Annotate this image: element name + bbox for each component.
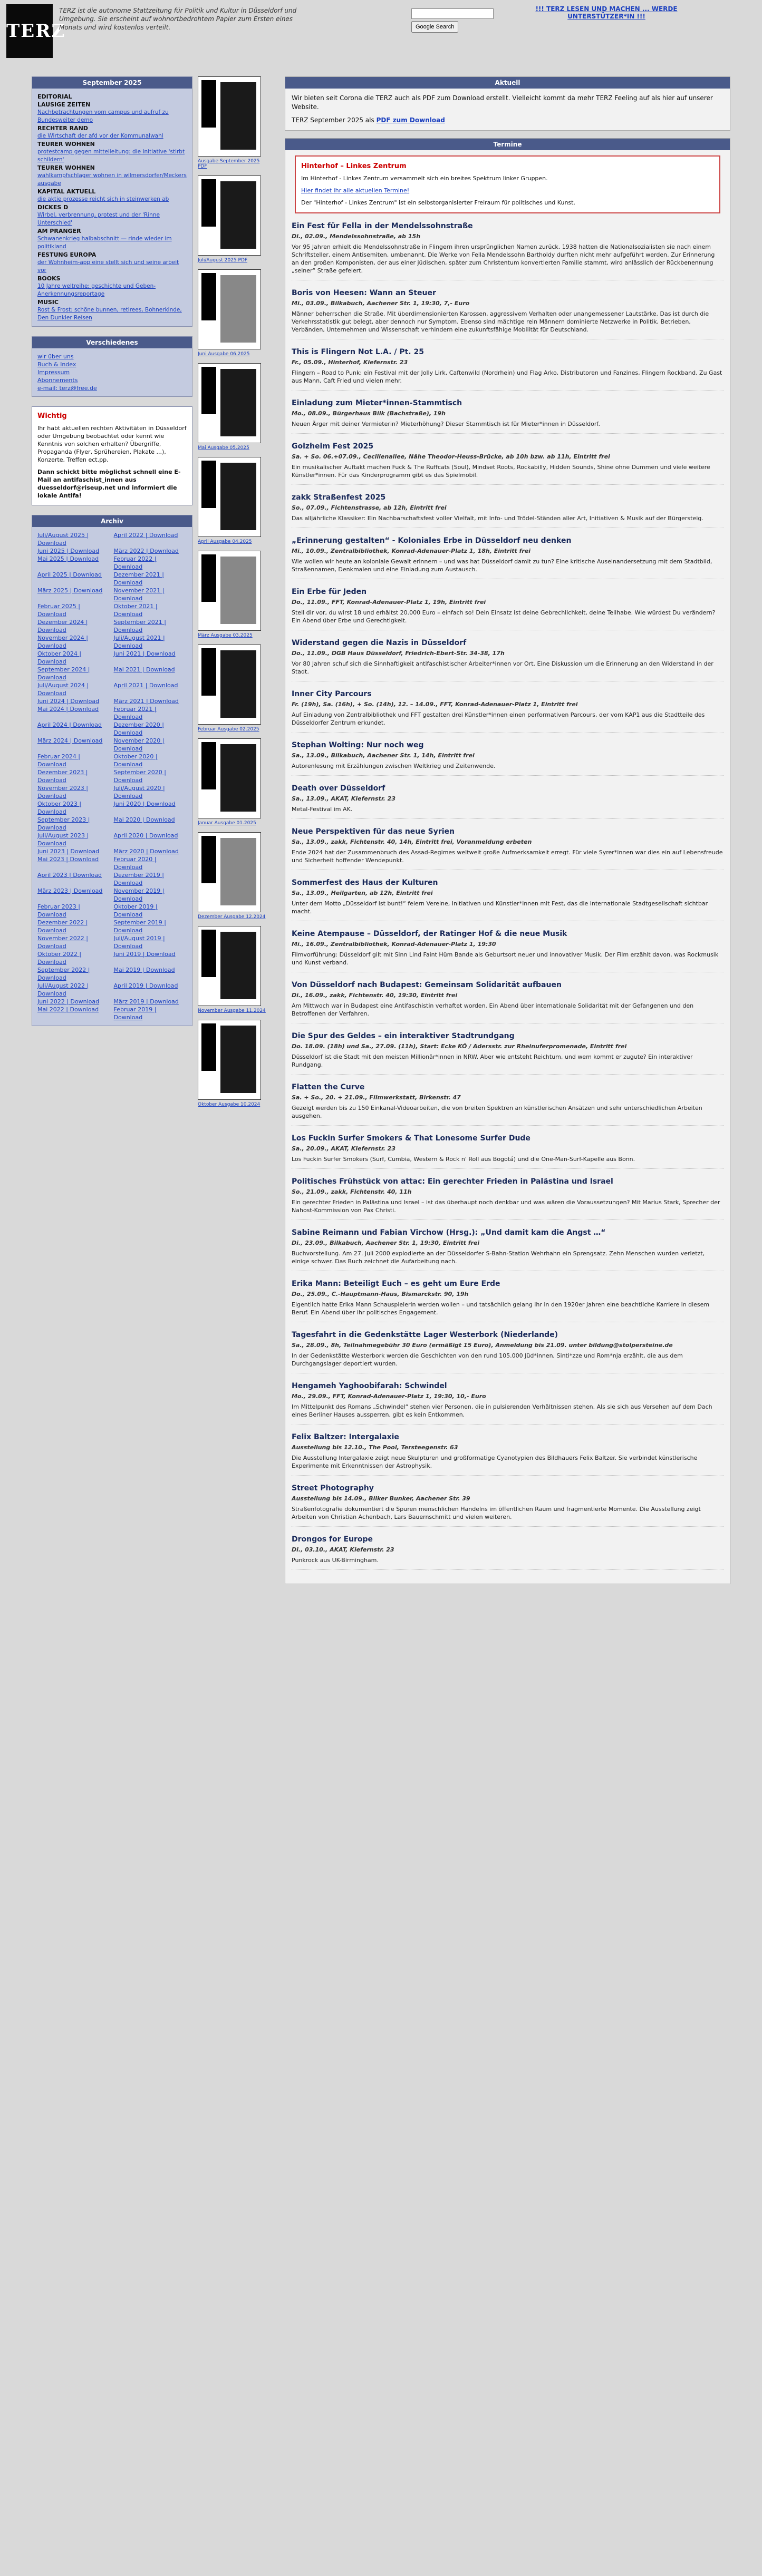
category-item: [37, 298, 187, 322]
event-text: Wie wollen wir heute an koloniale Gewalt erinnern – und was hat Düsseldorf damit zu tun? Eine kritische Auseinandersetzung mit dem Stadtbild, Straßennamen, Denkmalen und eine Einladung zum Austausch.: [292, 558, 712, 573]
hinterhof-title: Hinterhof – Linkes Zentrum: [301, 162, 407, 170]
event-item: [292, 1083, 724, 1126]
event-title: Felix Baltzer: Intergalaxie: [292, 1433, 399, 1441]
month-title: September 2025: [32, 77, 192, 89]
cover-caption[interactable]: Oktober Ausgabe 10.2024: [198, 1102, 261, 1107]
misc-box: [32, 336, 192, 397]
archive-link[interactable]: April 2023 | Download: [37, 872, 102, 879]
event-text: Auf Einladung von Zentralbibliothek und FFT gestalten drei Künstler*innen einen performativen Parcours, der vom KAP1 aus die Stadtteile des Düsseldorfer Zentrum erkundet.: [292, 711, 705, 726]
cover-artwork: [220, 838, 256, 905]
event-meta: Mo., 08.09., Bürgerhaus Bilk (Bachstraße), 19h: [292, 410, 446, 417]
cover-artwork: [220, 369, 256, 436]
warning-title: Wichtig: [37, 412, 67, 420]
event-text: Vor 95 Jahren erhielt die Mendelssohnstraße in Flingern ihren ursprünglichen Namen zurück. 1938 hatten die Nationalsozialisten sie nach einem Schriftsteller, einem Antisemiten, umbenannt. Die Werke von Fella Mendelssohn Bartholdy durften nicht mehr aufgeführt werden. Zur Erinnerung an den großen Komponisten, der aus einer jüdischen, später zum Christentum konvertierten Familie stammt, wird anlässlich der Rückbenennung „seiner“ Straße gefeiert.: [292, 243, 715, 274]
cover-logo: [201, 367, 216, 414]
event-meta: Sa., 20.09., AKAT, Kiefernstr. 23: [292, 1145, 396, 1152]
archive-link[interactable]: Oktober 2020 | Download: [113, 753, 158, 768]
event-item: [292, 690, 724, 733]
event-item: [292, 1032, 724, 1075]
aktuell-pdf-prefix: TERZ September 2025 als: [292, 116, 374, 124]
cover-artwork: [220, 557, 256, 624]
archive-link[interactable]: Juli/August 2025 | Download: [37, 532, 89, 547]
event-text: Düsseldorf ist die Stadt mit den meisten Millionär*innen in NRW. Aber wie entsteht Reichtum, und wem kommt er zugute? Ein interaktiver Rundgang.: [292, 1053, 693, 1068]
category-name[interactable]: TEURER WOHNEN: [37, 141, 95, 148]
event-meta: So., 21.09., zakk, Fichtenstr. 40, 11h: [292, 1188, 412, 1195]
event-title: Drongos for Europe: [292, 1535, 373, 1544]
archive-link[interactable]: Juni 2022 | Download: [37, 998, 100, 1005]
event-text: Stell dir vor, du wirst 18 und erhältst 20.000 Euro – einfach so! Dein Einsatz ist deine Gebrechlichkeit, deine Teilhabe. Wie würdest Du verändern? Ein Abend über Erbe und Gerechtigkeit.: [292, 609, 716, 624]
archive-link[interactable]: Dezember 2019 | Download: [113, 872, 164, 886]
event-title: Von Düsseldorf nach Budapest: Gemeinsam Solidarität aufbauen: [292, 981, 562, 989]
archive-link[interactable]: März 2023 | Download: [37, 887, 103, 894]
archive-link[interactable]: September 2022 | Download: [37, 967, 90, 981]
category-name[interactable]: LAUSIGE ZEITEN: [37, 101, 91, 108]
category-item: [37, 227, 187, 251]
cover-caption[interactable]: November Ausgabe 11.2024: [198, 1008, 266, 1013]
issue-cover[interactable]: [198, 269, 261, 349]
archive-link[interactable]: Februar 2019 | Download: [113, 1006, 157, 1021]
cover-logo: [201, 461, 216, 508]
event-meta: Mo., 29.09., FFT, Konrad-Adenauer-Platz 1, 19:30, 10,- Euro: [292, 1393, 486, 1400]
event-text: Ein gerechter Frieden in Palästina und Israel – ist das überhaupt noch denkbar und was wären die Voraussetzungen? Mit Marius Stark, Sprecher der Nahost-Kommission von Pax Christi.: [292, 1199, 720, 1214]
archive-link[interactable]: Juli/August 2023 | Download: [37, 832, 89, 847]
category-article-link[interactable]: Rost & Frost: schöne bunnen, retirees, Bohnerkinde, Den Dunkler Reisen: [37, 307, 182, 321]
google-search-button[interactable]: Google Search: [411, 21, 458, 33]
event-meta: So., 07.09., Fichtenstrasse, ab 12h, Eintritt frei: [292, 504, 447, 511]
cover-artwork: [220, 744, 256, 812]
warning-text-2: Dann schickt bitte möglichst schnell eine E-Mail an antifaschist_innen aus duesseldorf@riseup.net und informiert die lokale Antifa!: [37, 469, 181, 499]
misc-list: [32, 348, 192, 396]
category-name[interactable]: AM PRANGER: [37, 228, 81, 235]
event-title: Einladung zum Mieter*innen-Stammtisch: [292, 399, 462, 407]
cover-caption[interactable]: März Ausgabe 03.2025: [198, 633, 253, 638]
event-item: [292, 1228, 724, 1271]
category-article-link[interactable]: wahlkampfschlager wohnen in wilmersdorfer/Meckers ausgabe: [37, 172, 187, 187]
category-article-link[interactable]: 10 Jahre weltreihe: geschichte und Geben-Anerkennungsreportage: [37, 283, 156, 297]
archive-link[interactable]: April 2022 | Download: [113, 532, 178, 539]
category-item: [37, 101, 187, 124]
event-item: [292, 1331, 724, 1373]
event-title: Neue Perspektiven für das neue Syrien: [292, 827, 455, 836]
cover-caption[interactable]: Januar Ausgabe 01.2025: [198, 821, 256, 826]
category-name[interactable]: KAPITAL AKTUELL: [37, 188, 96, 195]
event-item: [292, 879, 724, 921]
category-item: [37, 251, 187, 275]
event-title: Die Spur des Geldes – ein interaktiver Stadtrundgang: [292, 1032, 515, 1040]
category-name[interactable]: MUSIC: [37, 299, 59, 306]
misc-title: Verschiedenes: [32, 337, 192, 348]
event-text: Ein musikalischer Auftakt machen Fuck & The Ruffcats (Soul), Mindset Roots, Rockabilly, Hidden Sounds, Shine ohne Dummen und viele weitere Künstler*innen. Für das Kinderprogramm gibt es das Spielmobil.: [292, 464, 710, 479]
issue-cover[interactable]: [198, 175, 261, 256]
cover-caption[interactable]: Februar Ausgabe 02.2025: [198, 727, 259, 732]
event-item: [292, 1177, 724, 1220]
event-meta: Fr., 05.09., Hinterhof, Kiefernstr. 23: [292, 359, 408, 366]
event-item: [292, 493, 724, 528]
event-meta: Fr. (19h), Sa. (16h), + So. (14h), 12. – 14.09., FFT, Konrad-Adenauer-Platz 1, Eintritt frei: [292, 701, 578, 708]
cover-artwork: [220, 82, 256, 150]
event-meta: Do. 18.09. (18h) und Sa., 27.09. (11h), Start: Ecke KÖ / Adersstr. zur Rheinuferpromenade, Eintritt frei: [292, 1043, 627, 1050]
event-text: Ende 2024 hat der Zusammenbruch des Assad-Regimes weltweit große Aufmerksamkeit erregt. Für viele Syrer*innen war dies ein auf Lebensfreude und Sicherheit hoffender Wendepunkt.: [292, 849, 723, 864]
month-box: [32, 76, 192, 327]
category-item: [37, 140, 187, 164]
archive-link[interactable]: März 2022 | Download: [113, 548, 179, 554]
supporter-link[interactable]: !!! TERZ LESEN UND MACHEN ... WERDE UNTERSTÜTZER*IN !!!: [535, 5, 678, 20]
issue-cover[interactable]: [198, 1020, 261, 1100]
event-item: [292, 1484, 724, 1527]
event-item: [292, 741, 724, 776]
issue-cover[interactable]: [198, 832, 261, 912]
archive-link[interactable]: Mai 2025 | Download: [37, 555, 99, 562]
cover-logo: [201, 1023, 216, 1071]
termine-title: Termine: [285, 139, 730, 150]
issue-cover[interactable]: [198, 551, 261, 631]
event-meta: Mi., 10.09., Zentralbibliothek, Konrad-Adenauer-Platz 1, 18h, Eintritt frei: [292, 548, 531, 554]
misc-link[interactable]: wir über uns: [37, 353, 74, 360]
issue-cover[interactable]: [198, 926, 261, 1006]
archive-link[interactable]: Mai 2022 | Download: [37, 1006, 99, 1013]
issue-cover[interactable]: [198, 363, 261, 443]
category-item: [37, 188, 187, 203]
event-meta: Sa., 13.09., Bilkabuch, Aachener Str. 1, 14h, Eintritt frei: [292, 752, 475, 759]
header: [0, 0, 762, 66]
warning-box: [32, 406, 192, 505]
issue-cover[interactable]: [198, 738, 261, 818]
event-title: Flatten the Curve: [292, 1083, 365, 1091]
event-text: Flingern – Road to Punk: ein Festival mit der Jolly Lirk, Caftenwild (Nordrhein) und Flag Arko, Distributoren und Fanzines, Flingern Rockband. Zu Gast aus Mann, Caft Fried und vielen mehr.: [292, 369, 722, 384]
event-item: [292, 1382, 724, 1424]
event-meta: Di., 23.09., Bilkabuch, Aachener Str. 1, 19:30, Eintritt frei: [292, 1240, 480, 1246]
issue-cover[interactable]: [198, 457, 261, 537]
category-article-link[interactable]: die aktie prozesse reicht sich in steinwerken ab: [37, 196, 169, 202]
archive-link[interactable]: Februar 2022 | Download: [113, 555, 157, 570]
category-list: [32, 89, 192, 326]
cover-logo: [201, 836, 216, 883]
event-title: „Erinnerung gestalten“ - Koloniales Erbe in Düsseldorf neu denken: [292, 536, 572, 545]
tagline: TERZ ist die autonome Stattzeitung für Politik und Kultur in Düsseldorf und Umgebung. Sie erscheint auf wohnortbedrohtem Papier zum Ersten eines Monats und wird kostenlos verteilt.: [59, 7, 297, 31]
event-item: [292, 930, 724, 972]
aktuell-panel: [285, 76, 730, 131]
pdf-download-link[interactable]: PDF zum Download: [376, 116, 445, 124]
event-title: Los Fuckin Surfer Smokers & That Lonesome Surfer Dude: [292, 1134, 530, 1143]
archive-link[interactable]: Juni 2025 | Download: [37, 548, 100, 554]
event-title: Inner City Parcours: [292, 690, 372, 698]
archive-box: [32, 515, 192, 1026]
archive-link[interactable]: September 2021 | Download: [113, 619, 166, 633]
event-text: Punkrock aus UK-Birmingham.: [292, 1557, 379, 1564]
cover-logo: [201, 179, 216, 227]
event-meta: Do., 11.09., DGB Haus Düsseldorf, Friedrich-Ebert-Str. 34-38, 17h: [292, 650, 505, 657]
category-name[interactable]: BOOKS: [37, 275, 61, 282]
category-item: [37, 93, 187, 101]
misc-link[interactable]: e-mail: terz@free.de: [37, 385, 97, 392]
archive-link[interactable]: Juli/August 2024 | Download: [37, 682, 89, 697]
archive-link[interactable]: September 2024 | Download: [37, 666, 90, 681]
hinterhof-sub: Im Hinterhof - Linkes Zentrum versammelt sich ein breites Spektrum linker Gruppen.: [301, 175, 548, 182]
archive-link[interactable]: November 2024 | Download: [37, 635, 88, 649]
archive-link[interactable]: Juni 2024 | Download: [37, 698, 100, 705]
archive-link[interactable]: Februar 2020 | Download: [113, 856, 157, 871]
event-title: Sommerfest des Haus der Kulturen: [292, 879, 438, 887]
cover-logo: [201, 273, 216, 320]
event-title: Politisches Frühstück von attac: Ein gerechter Frieden in Palästina und Israel: [292, 1177, 613, 1186]
event-meta: Sa. + So. 06.+07.09., Cecilienallee, Nähe Theodor-Heuss-Brücke, ab 10h bzw. ab 11h, Eintritt frei: [292, 453, 610, 460]
event-text: Gezeigt werden bis zu 150 Einkanal-Videoarbeiten, die von breiten Spektren an künstlerischen Ansätzen und sehr unterschiedlichen Arbeiten ausgehen.: [292, 1105, 702, 1119]
event-meta: Di., 02.09., Mendelssohnstraße, ab 15h: [292, 233, 421, 240]
main-content: [285, 76, 730, 1592]
archive-link[interactable]: November 2023 | Download: [37, 785, 88, 799]
event-title: Sabine Reimann und Fabian Virchow (Hrsg.): „Und damit kam die Angst …“: [292, 1228, 606, 1237]
archive-link[interactable]: September 2019 | Download: [113, 919, 166, 934]
category-article-link[interactable]: die Wirtschaft der afd vor der Kommunalwahl: [37, 133, 163, 139]
category-name[interactable]: RECHTER RAND: [37, 125, 88, 132]
event-title: Golzheim Fest 2025: [292, 442, 374, 451]
archive-link[interactable]: April 2019 | Download: [113, 982, 178, 989]
cover-column: [198, 76, 266, 1114]
archive-link[interactable]: Februar 2024 | Download: [37, 753, 80, 768]
hinterhof-note: Der "Hinterhof - Linkes Zentrum" ist ein selbstorganisierter Freiraum für politisches und Kunst.: [301, 199, 575, 206]
event-item: [292, 639, 724, 681]
category-name[interactable]: TEURER WOHNEN: [37, 164, 95, 171]
archive-link[interactable]: Dezember 2024 | Download: [37, 619, 88, 633]
archive-link[interactable]: April 2024 | Download: [37, 721, 102, 728]
archive-link[interactable]: Dezember 2021 | Download: [113, 571, 164, 586]
category-name[interactable]: DICKES D: [37, 204, 69, 211]
event-meta: Di., 16.09., zakk, Fichtenstr. 40, 19:30, Eintritt frei: [292, 992, 458, 999]
event-title: Keine Atempause – Düsseldorf, der Ratinger Hof & die neue Musik: [292, 930, 567, 938]
cover-logo: [201, 742, 216, 789]
event-item: [292, 588, 724, 630]
archive-link[interactable]: Juni 2023 | Download: [37, 848, 100, 855]
cover-logo: [201, 648, 216, 696]
archive-link[interactable]: Dezember 2020 | Download: [113, 721, 164, 736]
event-title: Stephan Wolting: Nur noch weg: [292, 741, 424, 749]
event-meta: Do., 25.09., C.-Hauptmann-Haus, Bismarckstr. 90, 19h: [292, 1291, 469, 1297]
category-article-link[interactable]: protestcamp gegen mittelleitung: die Initiative 'stirbt schildern': [37, 149, 185, 163]
search-form: [411, 7, 496, 33]
category-item: [37, 203, 187, 227]
hinterhof-box: [295, 155, 720, 213]
archive-link[interactable]: Mai 2021 | Download: [113, 666, 175, 673]
category-article-link[interactable]: Wirbel, verbrennung, protest und der 'Rinne Unterschied': [37, 212, 160, 226]
cover-artwork: [220, 181, 256, 249]
category-article-link[interactable]: der Wohnheim-app eine stellt sich und seine arbeit vor: [37, 259, 179, 274]
category-name[interactable]: FESTUNG EUROPA: [37, 251, 97, 258]
archive-link[interactable]: November 2020 | Download: [113, 737, 165, 752]
event-text: In der Gedenkstätte Westerbork werden die Geschichten von den rund 105.000 Jüd*innen, Sinti*zze und Rom*nja erzählt, die aus dem Durchgangslager deportiert wurden.: [292, 1352, 683, 1367]
event-meta: Sa. + So., 20. + 21.09., Filmwerkstatt, Birkenstr. 47: [292, 1094, 461, 1101]
issue-cover[interactable]: [198, 645, 261, 725]
archive-link[interactable]: Oktober 2021 | Download: [113, 603, 158, 618]
event-list: [292, 222, 724, 1570]
cover-caption[interactable]: Dezember Ausgabe 12.2024: [198, 914, 266, 920]
event-meta: Do., 11.09., FFT, Konrad-Adenauer-Platz 1, 19h, Eintritt frei: [292, 599, 486, 606]
aktuell-title: Aktuell: [285, 77, 730, 89]
event-text: Unter dem Motto „Düsseldorf ist bunt!“ feiern Vereine, Initiativen und Künstler*innen mit Fest, das die internationale Stadtgesellschaft sichtbar macht.: [292, 900, 708, 915]
archive-link[interactable]: Juli/August 2020 | Download: [113, 785, 165, 799]
category-article-link[interactable]: Nachbetrachtungen vom campus und aufruf zu Bundesweiter demo: [37, 109, 169, 123]
event-item: [292, 222, 724, 280]
archive-link[interactable]: Mai 2019 | Download: [113, 967, 175, 973]
archive-link[interactable]: Dezember 2022 | Download: [37, 919, 88, 934]
misc-link[interactable]: Buch & Index: [37, 361, 76, 368]
archive-link[interactable]: März 2020 | Download: [113, 848, 179, 855]
event-item: [292, 784, 724, 819]
archive-link[interactable]: April 2021 | Download: [113, 682, 178, 689]
cover-artwork: [220, 1026, 256, 1093]
event-text: Männer beherrschen die Straße. Mit überdimensionierten Karossen, aggressivem Verhalten oder unangemessener Lautstärke. Das ist durch die Verkehrsstatistik gut belegt, aber dennoch nur Symptom. Ebenso sind mächtige rein Männern dominierte Netzwerke in Politik, Betrieben, Verbänden, Unternehmen und Wissenschaft verhindern eine zukunftsfähige Mobilität für Deutschland.: [292, 310, 709, 333]
cover-logo: [201, 80, 216, 128]
archive-link[interactable]: März 2019 | Download: [113, 998, 179, 1005]
event-title: This is Flingern Not L.A. / Pt. 25: [292, 348, 424, 356]
archive-link[interactable]: September 2020 | Download: [113, 769, 166, 784]
event-title: Tagesfahrt in die Gedenkstätte Lager Westerbork (Niederlande): [292, 1331, 558, 1339]
event-meta: Sa., 13.09., Heilgarten, ab 12h, Eintritt frei: [292, 890, 433, 896]
category-item: [37, 275, 187, 298]
archive-link[interactable]: April 2020 | Download: [113, 832, 178, 839]
cover-artwork: [220, 463, 256, 530]
aktuell-text: Wir bieten seit Corona die TERZ auch als PDF zum Download erstellt. Vielleicht kommt da mehr TERZ Feeling auf als hier auf unserer Website.: [292, 94, 713, 111]
event-text: Buchvorstellung. Am 27. Juli 2000 explodierte an der Düsseldorfer S-Bahn-Station Wehrhahn ein Sprengsatz. Zehn Menschen wurden verletzt, einige schwer. Das Buch zeichnet die Aufarbeitung nach.: [292, 1250, 705, 1265]
event-text: Metal-Festival im AK.: [292, 806, 353, 813]
misc-link[interactable]: Impressum: [37, 369, 70, 376]
event-text: Im Mittelpunkt des Romans „Schwindel“ stehen vier Personen, die in pulsierenden Verhältnissen stehen. Als sie sich aus Versehen auf dem Dach eines Berliner Hauses aussperren, gibt es kein Entkommen.: [292, 1403, 712, 1418]
event-text: Vor 80 Jahren schuf sich die Sinnhaftigkeit antifaschistischer Arbeiter*innen vor Ort. Eine Diskussion um die Erinnerung an den Widerstand in der Stadt.: [292, 660, 713, 675]
event-title: Death over Düsseldorf: [292, 784, 385, 793]
event-item: [292, 399, 724, 434]
archive-link[interactable]: März 2025 | Download: [37, 587, 103, 594]
event-meta: Mi., 16.09., Zentralbibliothek, Konrad-Adenauer-Platz 1, 19:30: [292, 941, 496, 948]
category-item: [37, 164, 187, 188]
event-text: Eigentlich hatte Erika Mann Schauspielerin werden wollen – und tatsächlich gelang ihr in den 1920er Jahren eine beachtliche Karriere in diesem Beruf. Ein Abend über ihr politisches Engagement.: [292, 1301, 710, 1316]
cover-caption[interactable]: Ausgabe September 2025 PDF: [198, 159, 260, 169]
hinterhof-link[interactable]: Hier findet ihr alle aktuellen Termine!: [301, 187, 410, 194]
archive-link[interactable]: März 2024 | Download: [37, 737, 103, 744]
archive-title: Archiv: [32, 515, 192, 527]
archive-link[interactable]: Juli/August 2019 | Download: [113, 935, 165, 950]
archive-link[interactable]: Dezember 2023 | Download: [37, 769, 88, 784]
cover-logo: [201, 554, 216, 602]
archive-link[interactable]: Juli/August 2021 | Download: [113, 635, 165, 649]
archive-link[interactable]: Februar 2023 | Download: [37, 903, 80, 918]
archive-link[interactable]: Oktober 2024 | Download: [37, 650, 82, 665]
category-article-link[interactable]: Schwanenkrieg halbabschnitt — rinde wieder im politikland: [37, 236, 172, 250]
event-meta: Di., 03.10., AKAT, Kiefernstr. 23: [292, 1546, 394, 1553]
archive-link[interactable]: Juni 2019 | Download: [113, 951, 176, 958]
event-item: [292, 1535, 724, 1570]
misc-link[interactable]: Abonnements: [37, 377, 78, 384]
event-title: Ein Erbe für Jeden: [292, 588, 367, 596]
event-item: [292, 348, 724, 391]
event-text: Am Mittwoch war in Budapest eine Antifaschistin verhaftet worden. Ein Abend über internationale Solidarität mit der Gefangenen und den Betroffenen der Verfahren.: [292, 1002, 694, 1017]
archive-link[interactable]: Juni 2021 | Download: [113, 650, 176, 657]
archive-link[interactable]: Mai 2020 | Download: [113, 816, 175, 823]
termine-panel: [285, 138, 730, 1584]
cover-artwork: [220, 932, 256, 999]
event-meta: Ausstellung bis 12.10., The Pool, Tersteegenstr. 63: [292, 1444, 458, 1451]
event-item: [292, 536, 724, 579]
event-text: Los Fuckin Surfer Smokers (Surf, Cumbia, Western & Rock n' Roll aus Bogotá) und die One-Man-Surf-Kapelle aus Bonn.: [292, 1156, 635, 1163]
archive-list: [32, 527, 192, 1026]
event-text: Die Ausstellung Intergalaxie zeigt neue Skulpturen und großformatige Cyanotypien des Bildhauers Felix Baltzer. Sie verbindet künstlerische Experimente mit Erkenntnissen der Astrophysik.: [292, 1455, 698, 1469]
category-name[interactable]: EDITORIAL: [37, 93, 72, 100]
left-sidebar: [32, 76, 192, 1036]
event-meta: Ausstellung bis 14.09., Bilker Bunker, Aachener Str. 39: [292, 1495, 470, 1502]
event-text: Das alljährliche Klassiker: Ein Nachbarschaftsfest voller Vielfalt, mit Info- und Trödel-Ständen aller Art, Initiativen & Musik auf der Bürgersteig.: [292, 515, 703, 522]
event-meta: Mi., 03.09., Bilkabuch, Aachener Str. 1, 19:30, 7,- Euro: [292, 300, 470, 307]
event-title: Boris von Heesen: Wann an Steuer: [292, 289, 436, 297]
event-meta: Sa., 13.09., zakk, Fichtenstr. 40, 14h, Eintritt frei, Voranmeldung erbeten: [292, 838, 532, 845]
event-item: [292, 289, 724, 339]
archive-link[interactable]: Mai 2023 | Download: [37, 856, 99, 863]
archive-link[interactable]: Februar 2021 | Download: [113, 706, 157, 720]
cover-caption[interactable]: Mai Ausgabe 05.2025: [198, 445, 249, 451]
event-item: [292, 981, 724, 1023]
event-title: Street Photography: [292, 1484, 374, 1492]
cover-logo: [201, 930, 216, 977]
archive-link[interactable]: Mai 2024 | Download: [37, 706, 99, 713]
archive-link[interactable]: Februar 2025 | Download: [37, 603, 80, 618]
archive-link[interactable]: Juni 2020 | Download: [113, 801, 176, 807]
search-input[interactable]: [411, 8, 494, 19]
archive-link[interactable]: April 2025 | Download: [37, 571, 102, 578]
cover-artwork: [220, 275, 256, 343]
event-text: Neuen Ärger mit deiner Vermieterin? Mieterhöhung? Dieser Stammtisch ist für Mieter*innen in Düsseldorf.: [292, 421, 600, 427]
event-item: [292, 1433, 724, 1476]
archive-link[interactable]: Juli/August 2022 | Download: [37, 982, 89, 997]
event-text: Autorenlesung mit Erzählungen zwischen Weltkrieg und Zeitenwende.: [292, 763, 496, 769]
event-item: [292, 1134, 724, 1169]
event-item: [292, 1280, 724, 1322]
cover-caption[interactable]: Juli/August 2025 PDF: [198, 258, 248, 263]
archive-link[interactable]: November 2019 | Download: [113, 887, 165, 902]
event-title: Erika Mann: Beteiligt Euch – es geht um Eure Erde: [292, 1280, 500, 1288]
archive-link[interactable]: Oktober 2022 | Download: [37, 951, 82, 965]
archive-link[interactable]: März 2021 | Download: [113, 698, 179, 705]
archive-link[interactable]: Oktober 2023 | Download: [37, 801, 82, 815]
warning-text: Ihr habt aktuellen rechten Aktivitäten in Düsseldorf oder Umgebung beobachtet oder kennt wie Kenntnis von solchen erhalten? Übergriffe, Propaganda (Flyer, Sprühereien, Plakate ...), Konzerte, Treffen ect.pp.: [37, 425, 187, 463]
issue-cover[interactable]: [198, 76, 261, 157]
event-item: [292, 442, 724, 485]
terz-logo[interactable]: TERZ: [6, 4, 53, 58]
archive-link[interactable]: September 2023 | Download: [37, 816, 90, 831]
cover-caption[interactable]: April Ausgabe 04.2025: [198, 539, 252, 544]
event-meta: Sa., 13.09., AKAT, Kiefernstr. 23: [292, 795, 396, 802]
event-text: Straßenfotografie dokumentiert die Spuren menschlichen Handelns im öffentlichen Raum und fragmentierte Momente. Die Ausstellung zeigt Arbeiten von Christian Achenbach, Lars Bauernschmitt und vielen weiteren.: [292, 1506, 701, 1520]
archive-link[interactable]: Oktober 2019 | Download: [113, 903, 158, 918]
event-item: [292, 827, 724, 870]
category-item: [37, 124, 187, 140]
archive-link[interactable]: November 2022 | Download: [37, 935, 88, 950]
archive-link[interactable]: November 2021 | Download: [113, 587, 165, 602]
event-title: Ein Fest für Fella in der Mendelssohnstraße: [292, 222, 473, 230]
cover-artwork: [220, 650, 256, 718]
event-meta: Sa., 28.09., 8h, Teilnahmegebühr 30 Euro (ermäßigt 15 Euro), Anmeldung bis 21.09. unter bildung@stolpersteine.de: [292, 1342, 673, 1349]
event-title: zakk Straßenfest 2025: [292, 493, 386, 502]
cover-caption[interactable]: Juni Ausgabe 06.2025: [198, 352, 250, 357]
event-text: Filmvorführung: Düsseldorf gilt mit Sinn Lind Faint Hüm Bande als Geburtsort neuer und innovativer Musik. Der Film erzählt davon, was Rockmusik und Kunst verband.: [292, 951, 719, 966]
event-title: Hengameh Yaghoobifarah: Schwindel: [292, 1382, 447, 1390]
event-title: Widerstand gegen die Nazis in Düsseldorf: [292, 639, 467, 647]
